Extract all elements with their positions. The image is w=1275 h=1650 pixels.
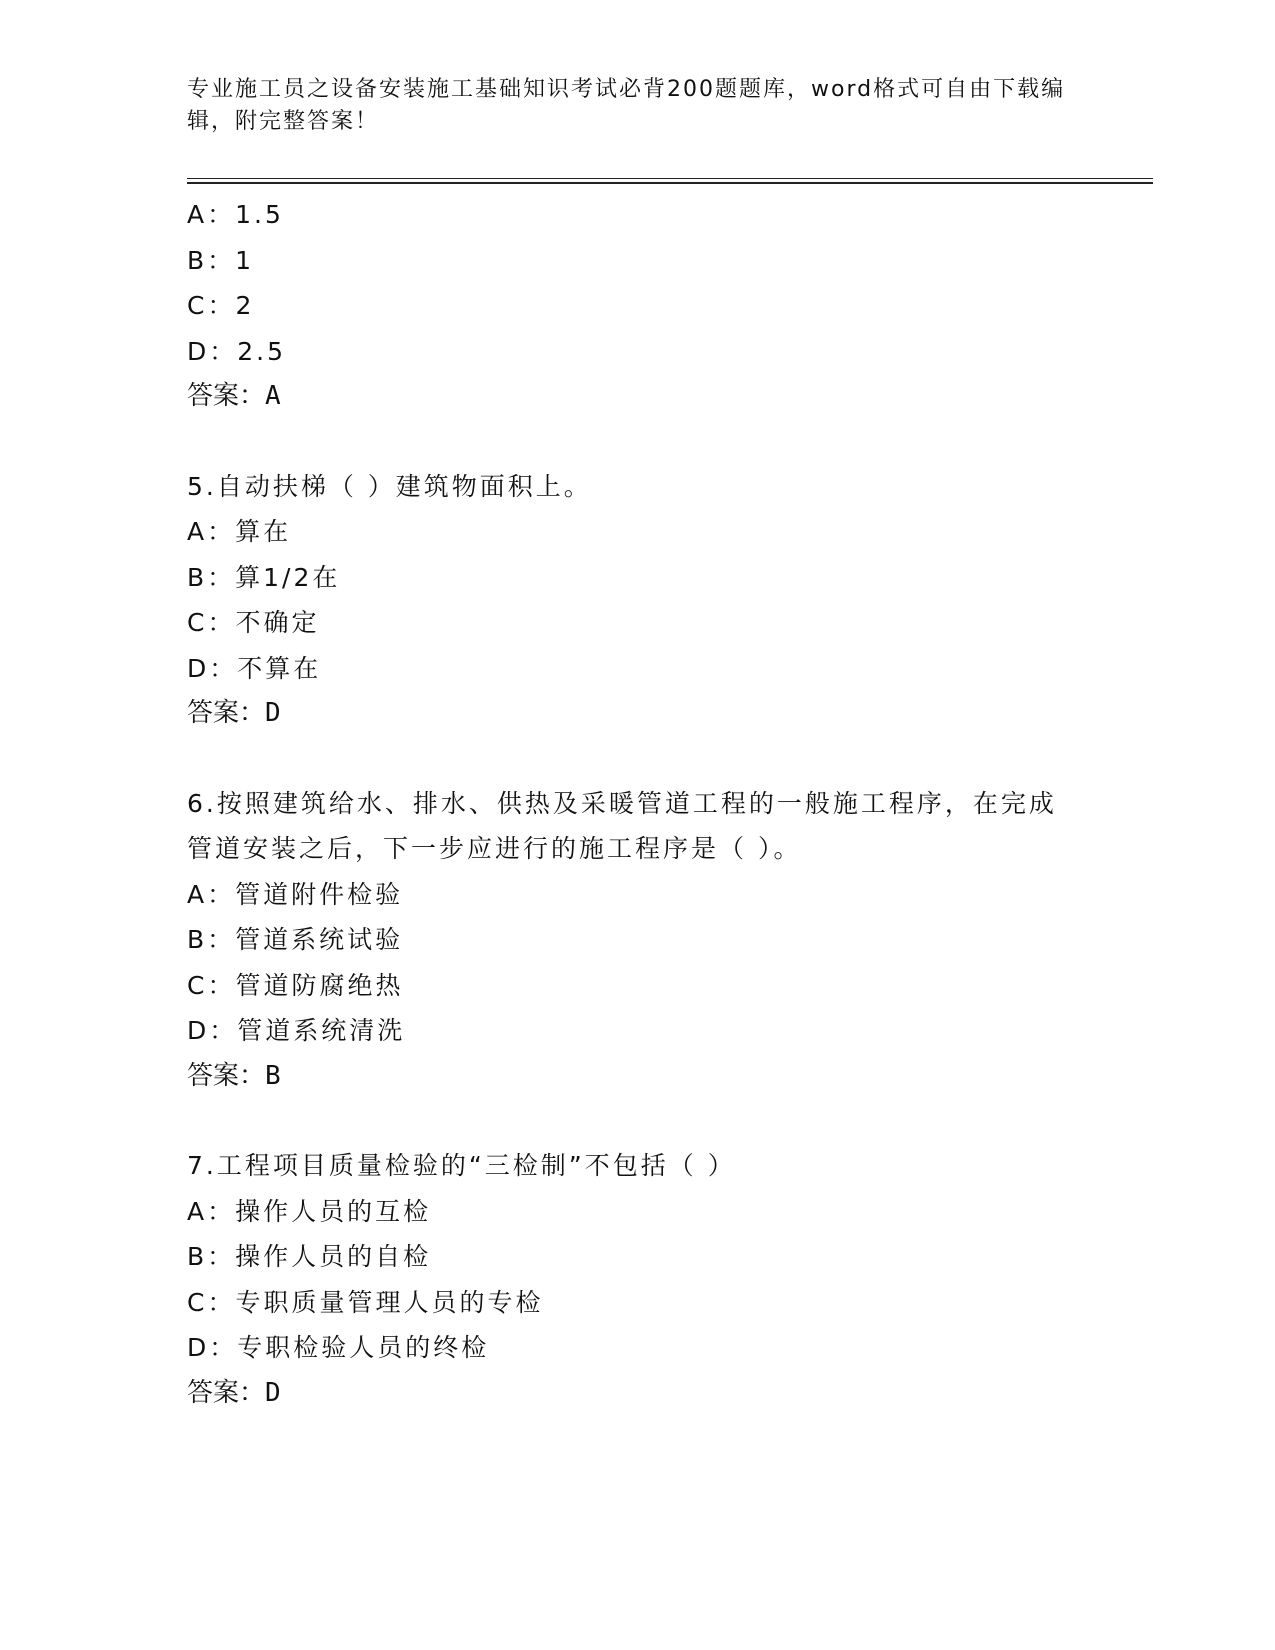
header-rule-thick [187, 182, 1153, 184]
spacer [187, 1099, 1067, 1143]
document-header: 专业施工员之设备安装施工基础知识考试必背200题题库，word格式可自由下载编辑，附完整答案！ [187, 77, 1066, 134]
option-a: A：算在 [187, 517, 292, 546]
option-d: D：管道系统清洗 [187, 1016, 406, 1045]
question-4-continued [187, 192, 1067, 420]
answer-line: 答案：D [187, 1377, 281, 1408]
option-d: D：不算在 [187, 653, 322, 683]
question-list [187, 192, 1067, 1416]
question-stem: 6.按照建筑给水、排水、供热及采暖管道工程的一般施工程序，在完成管道安装之后，下一步应进行的施工程序是（ ）。 [187, 788, 1057, 863]
option-a: A：管道附件检验 [187, 879, 404, 909]
question-stem: 7.工程项目质量检验的“三检制”不包括（ ） [187, 1151, 736, 1180]
spacer [187, 737, 1067, 781]
option-c: C：管道防腐绝热 [187, 970, 404, 1000]
option-c: C：不确定 [187, 608, 320, 637]
answer-line: 答案：A [187, 381, 281, 411]
question-7 [187, 1143, 1067, 1416]
header-rule-thin [187, 178, 1153, 179]
option-a: A：1.5 [187, 200, 284, 229]
option-c: C：专职质量管理人员的专检 [187, 1287, 544, 1317]
option-d: D：2.5 [187, 336, 287, 366]
option-a: A：操作人员的互检 [187, 1196, 432, 1226]
option-b: B：管道系统试验 [187, 925, 404, 954]
question-6 [187, 781, 1067, 1100]
option-b: B：1 [187, 245, 255, 275]
answer-line: 答案：D [187, 698, 281, 728]
answer-line: 答案：B [187, 1060, 281, 1091]
question-stem: 5.自动扶梯（ ）建筑物面积上。 [187, 471, 592, 501]
option-d: D：专职检验人员的终检 [187, 1333, 490, 1362]
option-b: B：操作人员的自检 [187, 1242, 432, 1271]
spacer [187, 420, 1067, 464]
option-b: B：算1/2在 [187, 562, 341, 592]
option-c: C：2 [187, 291, 255, 320]
question-5 [187, 464, 1067, 737]
